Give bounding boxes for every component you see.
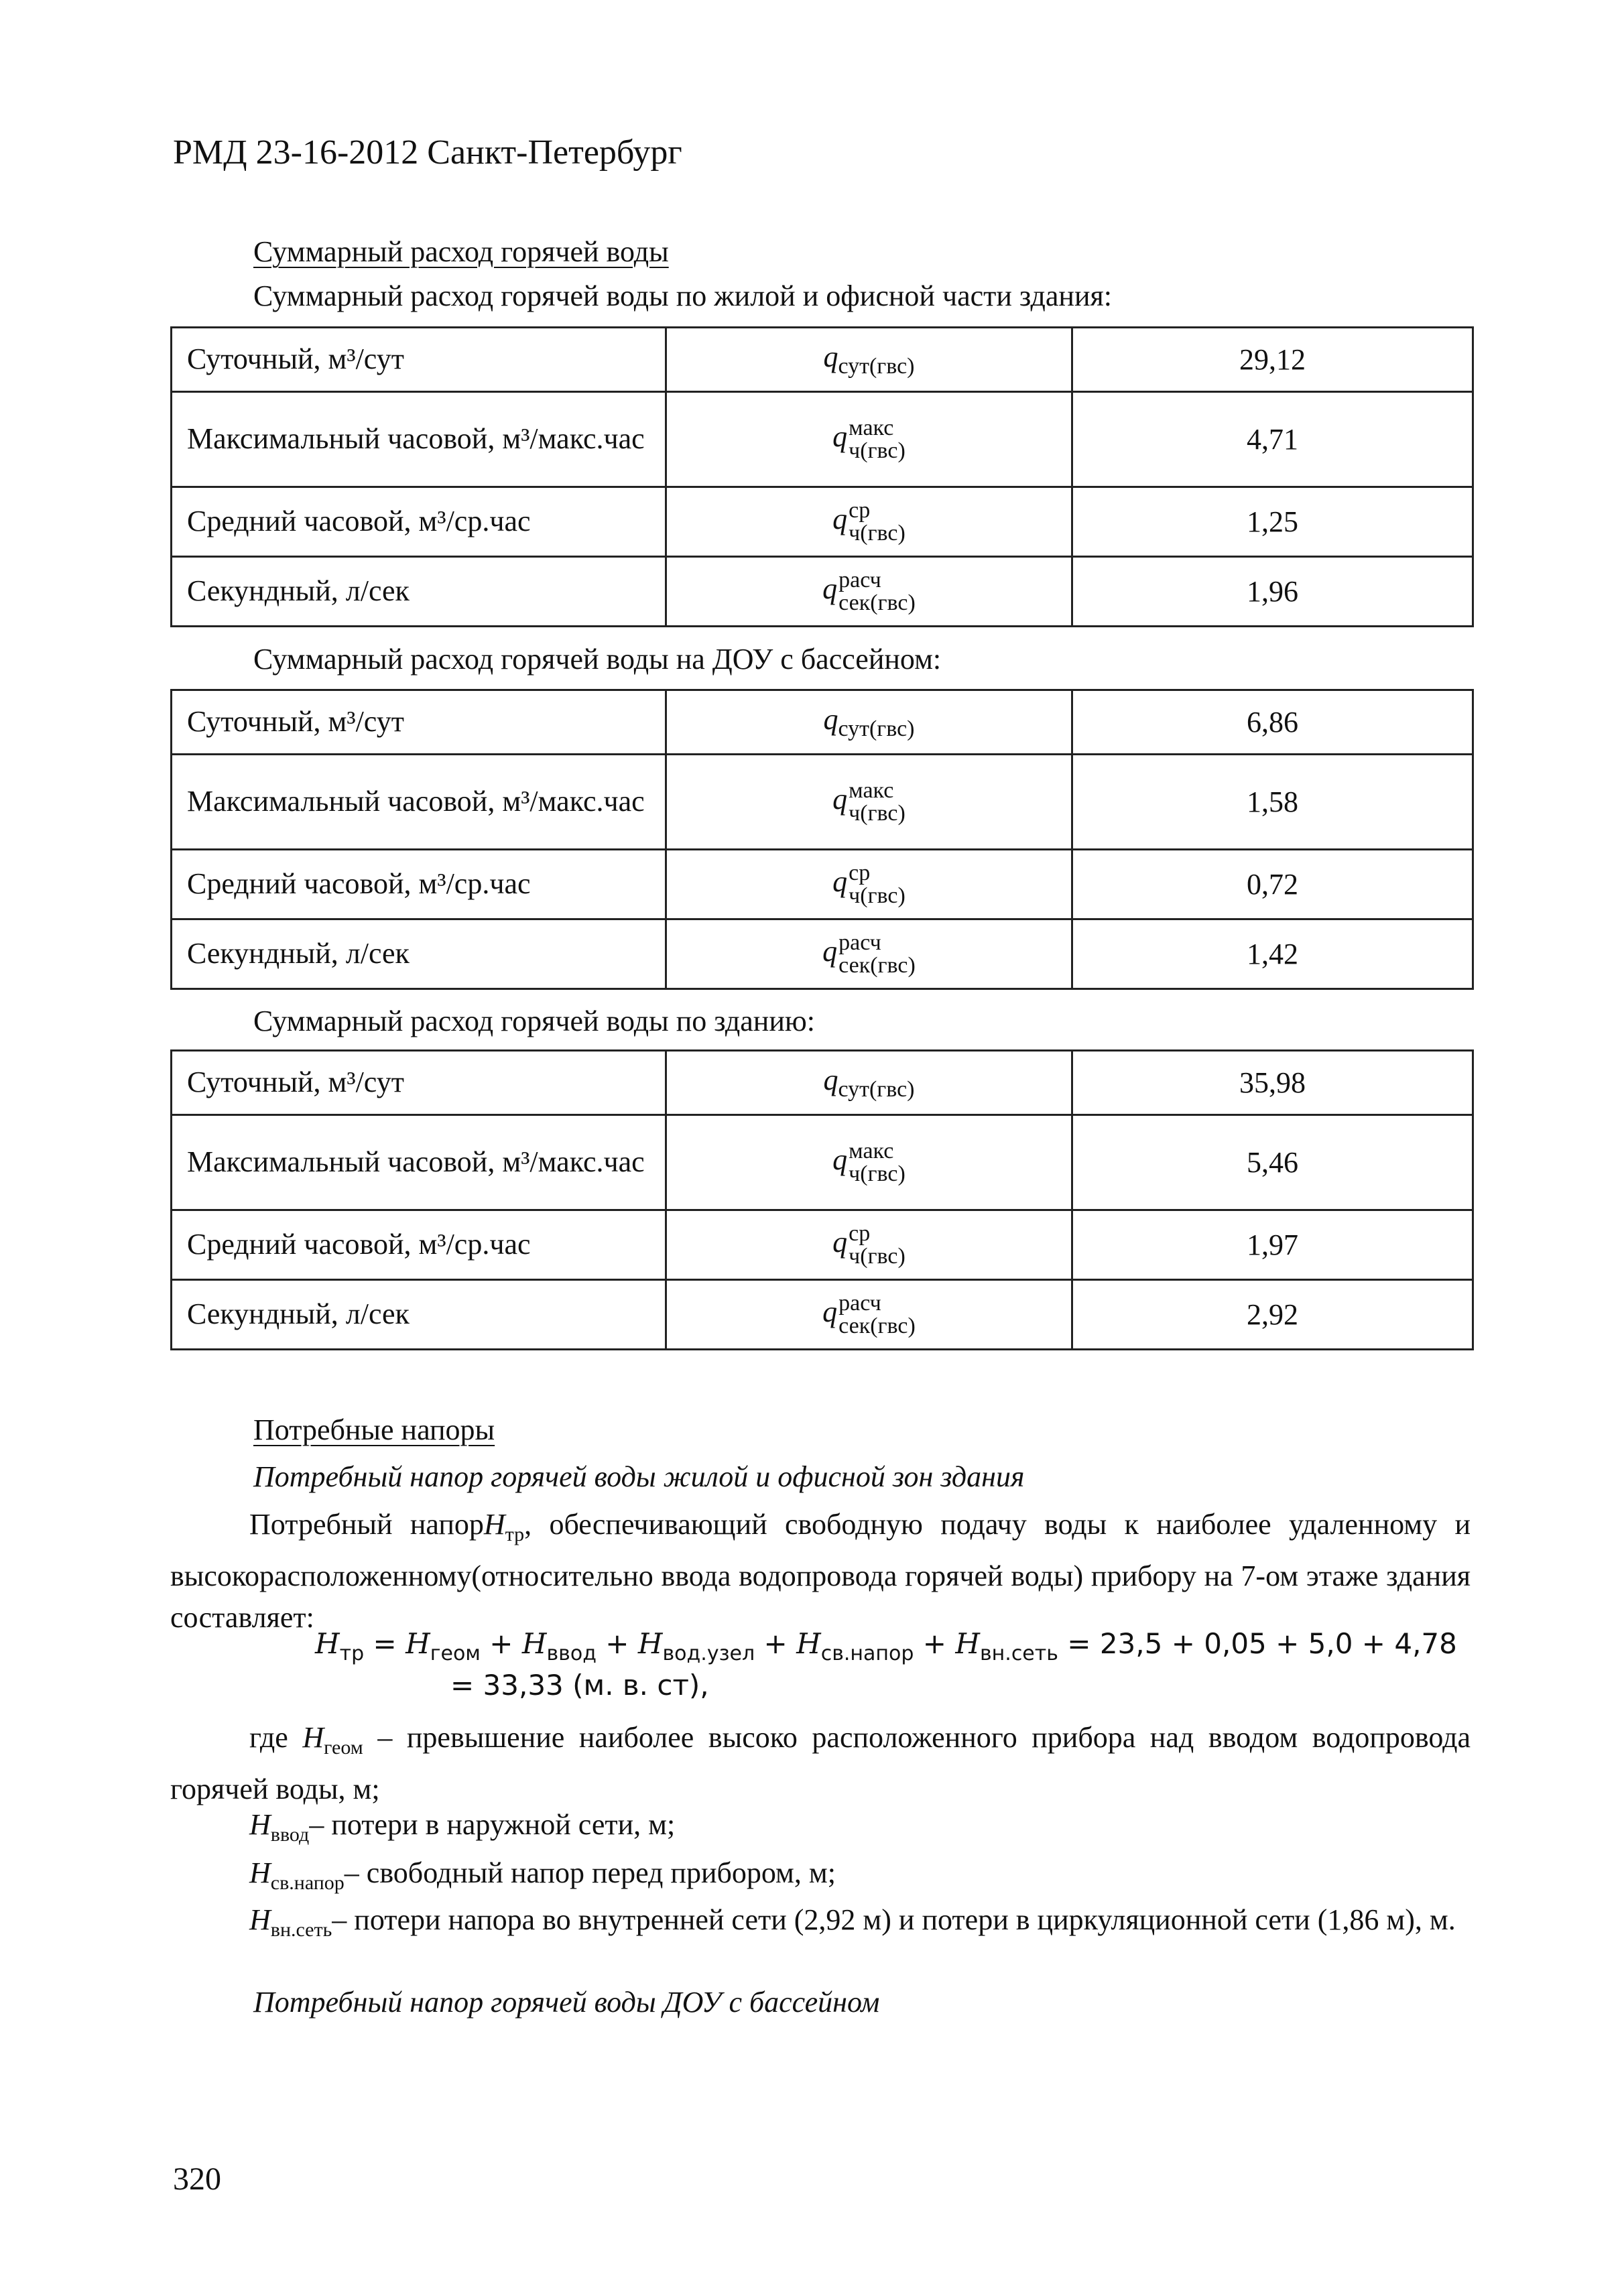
symbol-superscript: расч	[838, 567, 881, 592]
symbol-subscript: сут(гвс)	[838, 716, 915, 741]
symbol-main: q	[822, 1295, 838, 1328]
symbol-subscript: ч(гвс)	[849, 1243, 906, 1269]
row-symbol	[666, 1115, 1072, 1210]
definition-vvod: $H_{ввод}-$ потери в наружной сети, м;	[249, 1808, 676, 1846]
table-row	[172, 919, 1473, 989]
table1-caption: Суммарный расход горячей воды по жилой и офисной части здания:	[253, 279, 1112, 312]
where-prefix: где	[249, 1721, 288, 1754]
symbol-main: q	[823, 1064, 838, 1096]
row-label: Средний часовой, м³/ср.час	[172, 1210, 666, 1280]
formula-term-sv-napor: св.напор	[820, 1642, 914, 1665]
page-number: 320	[173, 2161, 221, 2197]
row-value: 1,25	[1072, 487, 1473, 557]
row-value: 1,97	[1072, 1210, 1473, 1280]
row-symbol	[666, 328, 1072, 392]
row-symbol	[666, 557, 1072, 627]
intro-symbol: H	[483, 1508, 505, 1541]
formula-term-vn-set: вн.сеть	[979, 1642, 1058, 1665]
symbol-subscript: сек(гвс)	[838, 1313, 916, 1338]
table-row	[172, 755, 1473, 850]
symbol-superscript: ср	[849, 497, 871, 523]
table-row	[172, 487, 1473, 557]
symbol-superscript: макс	[849, 415, 894, 440]
row-label: Максимальный часовой, м³/макс.час	[172, 392, 666, 487]
row-symbol	[666, 1051, 1072, 1115]
row-symbol	[666, 487, 1072, 557]
symbol-subscript: ч(гвс)	[849, 520, 906, 546]
definition-geom: где $H_{геом}$ – превышение наиболее высоко расположенного прибора над вводом водопровода горячей воды, м;	[170, 1721, 1471, 1805]
symbol-superscript: расч	[838, 930, 881, 955]
table-row	[172, 557, 1473, 627]
symbol-subscript: ч(гвс)	[849, 800, 906, 826]
row-value: 35,98	[1072, 1051, 1473, 1115]
symbol-subscript: ч(гвс)	[849, 438, 906, 463]
intro-text-a: Потребный напор	[249, 1508, 484, 1541]
symbol-subscript: сут(гвс)	[838, 1077, 915, 1102]
symbol-superscript: ср	[849, 1220, 871, 1246]
row-symbol	[666, 850, 1072, 919]
table-building-total	[170, 1049, 1474, 1350]
table-row	[172, 1280, 1473, 1350]
row-label: Секундный, л/сек	[172, 1280, 666, 1350]
symbol-main: q	[823, 340, 838, 373]
where-sub: геом	[324, 1736, 363, 1759]
table-kindergarten-pool	[170, 689, 1474, 990]
symbol-superscript: макс	[849, 777, 894, 803]
def2-text: – потери в наружной сети, м;	[309, 1808, 676, 1841]
symbol-main: q	[822, 572, 838, 605]
symbol-main: q	[832, 865, 848, 898]
symbol-subscript: ч(гвс)	[849, 883, 906, 908]
symbol-subscript: сек(гвс)	[838, 590, 916, 615]
def4-text: – потери напора во внутренней сети (2,92 м) и потери в циркуляционной сети (1,86 м), м.	[332, 1903, 1456, 1936]
row-label: Секундный, л/сек	[172, 557, 666, 627]
row-symbol	[666, 1210, 1072, 1280]
formula-term-vvod: ввод	[546, 1642, 597, 1665]
formula-term-geom: геом	[430, 1642, 481, 1665]
table-row	[172, 1115, 1473, 1210]
document-header: РМД 23-16-2012 Санкт-Петербург	[173, 133, 682, 172]
definition-sv-napor: $H_{св.напор}-$ свободный напор перед прибором, м;	[249, 1856, 836, 1894]
definition-vn-set: $H_{вн.сеть}-$ потери напора во внутренней сети (2,92 м) и потери в циркуляционной сети (1,86 м), м.	[249, 1903, 1456, 1941]
table-row	[172, 328, 1473, 392]
symbol-main: q	[832, 1143, 848, 1176]
def4-sub: вн.сеть	[270, 1919, 332, 1941]
where-text: – превышение наиболее высоко расположенного прибора над вводом водопровода горячей воды, м;	[170, 1721, 1471, 1805]
def2-sub: ввод	[270, 1824, 310, 1846]
row-label: Максимальный часовой, м³/макс.час	[172, 755, 666, 850]
pressure-title: Потребные напоры	[253, 1413, 495, 1446]
table-row	[172, 1210, 1473, 1280]
row-value: 4,71	[1072, 392, 1473, 487]
row-value: 6,86	[1072, 690, 1473, 755]
table-row	[172, 850, 1473, 919]
symbol-superscript: расч	[838, 1290, 881, 1316]
intro-text-b: , обеспечивающий свободную подачу воды к наиболее удаленному и высокорасположенному(относительно ввода водопровода горячей воды) прибору на 7-ом этаже здания составляет:	[170, 1508, 1471, 1634]
formula-numbers: = 23,5 + 0,05 + 5,0 + 4,78	[1067, 1627, 1457, 1660]
intro-symbol-sub: тр	[505, 1523, 525, 1545]
pressure-formula-line2: = 33,33 (м. в. ст),	[450, 1669, 709, 1702]
symbol-main: q	[832, 1225, 848, 1259]
formula-term-vod-uzel: вод.узел	[662, 1642, 755, 1665]
table-row	[172, 690, 1473, 755]
formula-lhs-sub: тр	[339, 1642, 365, 1665]
row-symbol	[666, 755, 1072, 850]
def3-text: – свободный напор перед прибором, м;	[344, 1856, 836, 1889]
symbol-subscript: сут(гвс)	[838, 354, 915, 379]
row-value: 1,58	[1072, 755, 1473, 850]
row-symbol	[666, 392, 1072, 487]
def3-sub: св.напор	[270, 1872, 345, 1894]
row-symbol	[666, 919, 1072, 989]
symbol-main: q	[832, 420, 848, 453]
symbol-main: q	[822, 934, 838, 968]
row-value: 29,12	[1072, 328, 1473, 392]
table-row	[172, 392, 1473, 487]
row-value: 0,72	[1072, 850, 1473, 919]
row-value: 2,92	[1072, 1280, 1473, 1350]
row-label: Суточный, м³/сут	[172, 1051, 666, 1115]
symbol-main: q	[832, 782, 848, 816]
symbol-subscript: ч(гвс)	[849, 1161, 906, 1186]
row-label: Средний часовой, м³/ср.час	[172, 487, 666, 557]
row-label: Средний часовой, м³/ср.час	[172, 850, 666, 919]
symbol-main: q	[832, 502, 848, 535]
section-title: Суммарный расход горячей воды	[253, 235, 669, 268]
row-symbol	[666, 690, 1072, 755]
row-value: 1,96	[1072, 557, 1473, 627]
pressure-subtitle-kindergarten: Потребный напор горячей воды ДОУ с бассейном	[253, 1986, 880, 2019]
row-label: Максимальный часовой, м³/макс.час	[172, 1115, 666, 1210]
row-label: Суточный, м³/сут	[172, 328, 666, 392]
table-residential-office	[170, 326, 1474, 627]
row-symbol	[666, 1280, 1072, 1350]
symbol-superscript: ср	[849, 860, 871, 885]
pressure-formula-line1: $H_{тр} = H_{геом} + H_{ввод} + H_{вод.узел} + H_{св.напор} + H_{вн.сеть} = 23,5 + 0,05 + 5,0 + 4,78$	[315, 1627, 1457, 1665]
symbol-subscript: сек(гвс)	[838, 952, 916, 978]
row-label: Суточный, м³/сут	[172, 690, 666, 755]
symbol-main: q	[823, 703, 838, 736]
pressure-subtitle-residential: Потребный напор горячей воды жилой и офисной зон здания	[253, 1460, 1025, 1493]
table-row	[172, 1051, 1473, 1115]
table2-caption: Суммарный расход горячей воды на ДОУ с бассейном:	[253, 643, 942, 676]
pressure-intro	[170, 1504, 1471, 1639]
symbol-superscript: макс	[849, 1138, 894, 1163]
row-value: 5,46	[1072, 1115, 1473, 1210]
table3-caption: Суммарный расход горячей воды по зданию:	[253, 1005, 815, 1037]
row-label: Секундный, л/сек	[172, 919, 666, 989]
row-value: 1,42	[1072, 919, 1473, 989]
